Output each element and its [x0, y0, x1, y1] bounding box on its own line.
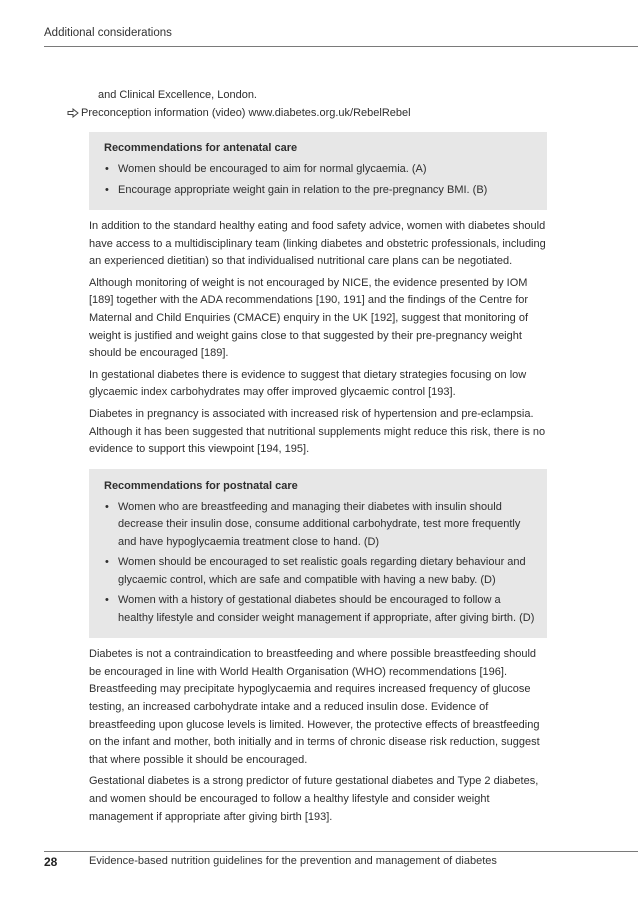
body-paragraph: Although monitoring of weight is not encouraged by NICE, the evidence presented by IOM [189] together with the ADA recommendations [190, 191] and the findings of the Centre for Maternal and Child Enquiries (CMACE) enquiry in the UK [192], suggest that monitoring of weight is justified and weight gains close to that suggested by their pre-pregnancy weight should be encouraged [189].	[89, 276, 529, 360]
postnatal-title: Recommendations for postnatal care	[104, 479, 298, 492]
list-item: • Women who are breastfeeding and managing their diabetes with insulin should decrease their insulin dose, consume additional carbohydrate, test more frequently and have hypoglycaemia treatment close to hand. (D)	[105, 500, 521, 548]
bullet-icon: •	[105, 183, 109, 196]
body-paragraph: Diabetes in pregnancy is associated with increased risk of hypertension and pre-eclampsia. Although it has been suggested that nutritional supplements might reduce this risk, there is no evidence to support this viewpoint [194, 195].	[89, 407, 546, 456]
page-number: 28	[44, 855, 58, 869]
page-content	[81, 86, 547, 830]
body-paragraph: Gestational diabetes is a strong predictor of future gestational diabetes and Type 2 diabetes, and women should be encouraged to follow a healthy lifestyle and consider weight management if appropriate after giving birth [193].	[89, 775, 539, 823]
list-item: • Encourage appropriate weight gain in relation to the pre-pregnancy BMI. (B)	[104, 182, 537, 200]
reference-continuation: and Clinical Excellence, London.	[98, 89, 257, 101]
body-paragraph: Diabetes is not a contraindication to breastfeeding and where possible breastfeeding should be encouraged in line with World Health Organisation (WHO) recommendations [196]. Breastfeeding may precipitate hypoglycaemia and requires increased frequency of glucose testing, an increased carbohydrate intake and a reduced insulin dose. Evidence of breastfeeding upon glucose levels is limited. However, the protective effects of breastfeeding on the infant and mother, both initially and in terms of chronic disease risk reduction, suggest that where possible it should be encouraged.	[89, 648, 540, 766]
list-item: • Women should be encouraged to set realistic goals regarding dietary behaviour and glycaemic control, which are safe and compatible with having a new baby. (D)	[105, 556, 526, 586]
running-header: Additional considerations	[44, 27, 172, 39]
body-paragraph: In addition to the standard healthy eating and food safety advice, women with diabetes should have access to a multidisciplinary team (linking diabetes and obstetric professionals, including an experienced dietitian) so that individualised nutritional care plans can be negotiated.	[89, 220, 546, 268]
antenatal-recommendations-box	[89, 132, 547, 210]
resource-text: Preconception information (video) www.diabetes.org.uk/RebelRebel	[81, 107, 411, 119]
bullet-icon: •	[105, 594, 109, 607]
header-rule	[44, 46, 638, 47]
resource-link[interactable]	[67, 104, 547, 122]
bullet-icon: •	[105, 163, 109, 175]
list-item: • Women with a history of gestational diabetes should be encouraged to follow a healthy lifestyle and consider weight management if appropriate, after giving birth. (D)	[105, 594, 535, 624]
footer-rule	[44, 851, 638, 852]
body-paragraph: In gestational diabetes there is evidence to suggest that dietary strategies focusing on low glycaemic index carbohydrates may offer improved glycaemic control [193].	[89, 368, 527, 399]
footer-title: Evidence-based nutrition guidelines for the prevention and management of diabetes	[89, 855, 497, 867]
antenatal-title: Recommendations for antenatal care	[104, 142, 298, 154]
postnatal-list	[104, 499, 537, 628]
bullet-icon: •	[105, 500, 109, 513]
list-item: • Women should be encouraged to aim for normal glycaemia. (A)	[104, 161, 537, 179]
antenatal-list	[104, 161, 537, 199]
arrow-right-icon	[67, 108, 79, 118]
postnatal-recommendations-box	[89, 469, 547, 639]
bullet-icon: •	[105, 556, 109, 569]
